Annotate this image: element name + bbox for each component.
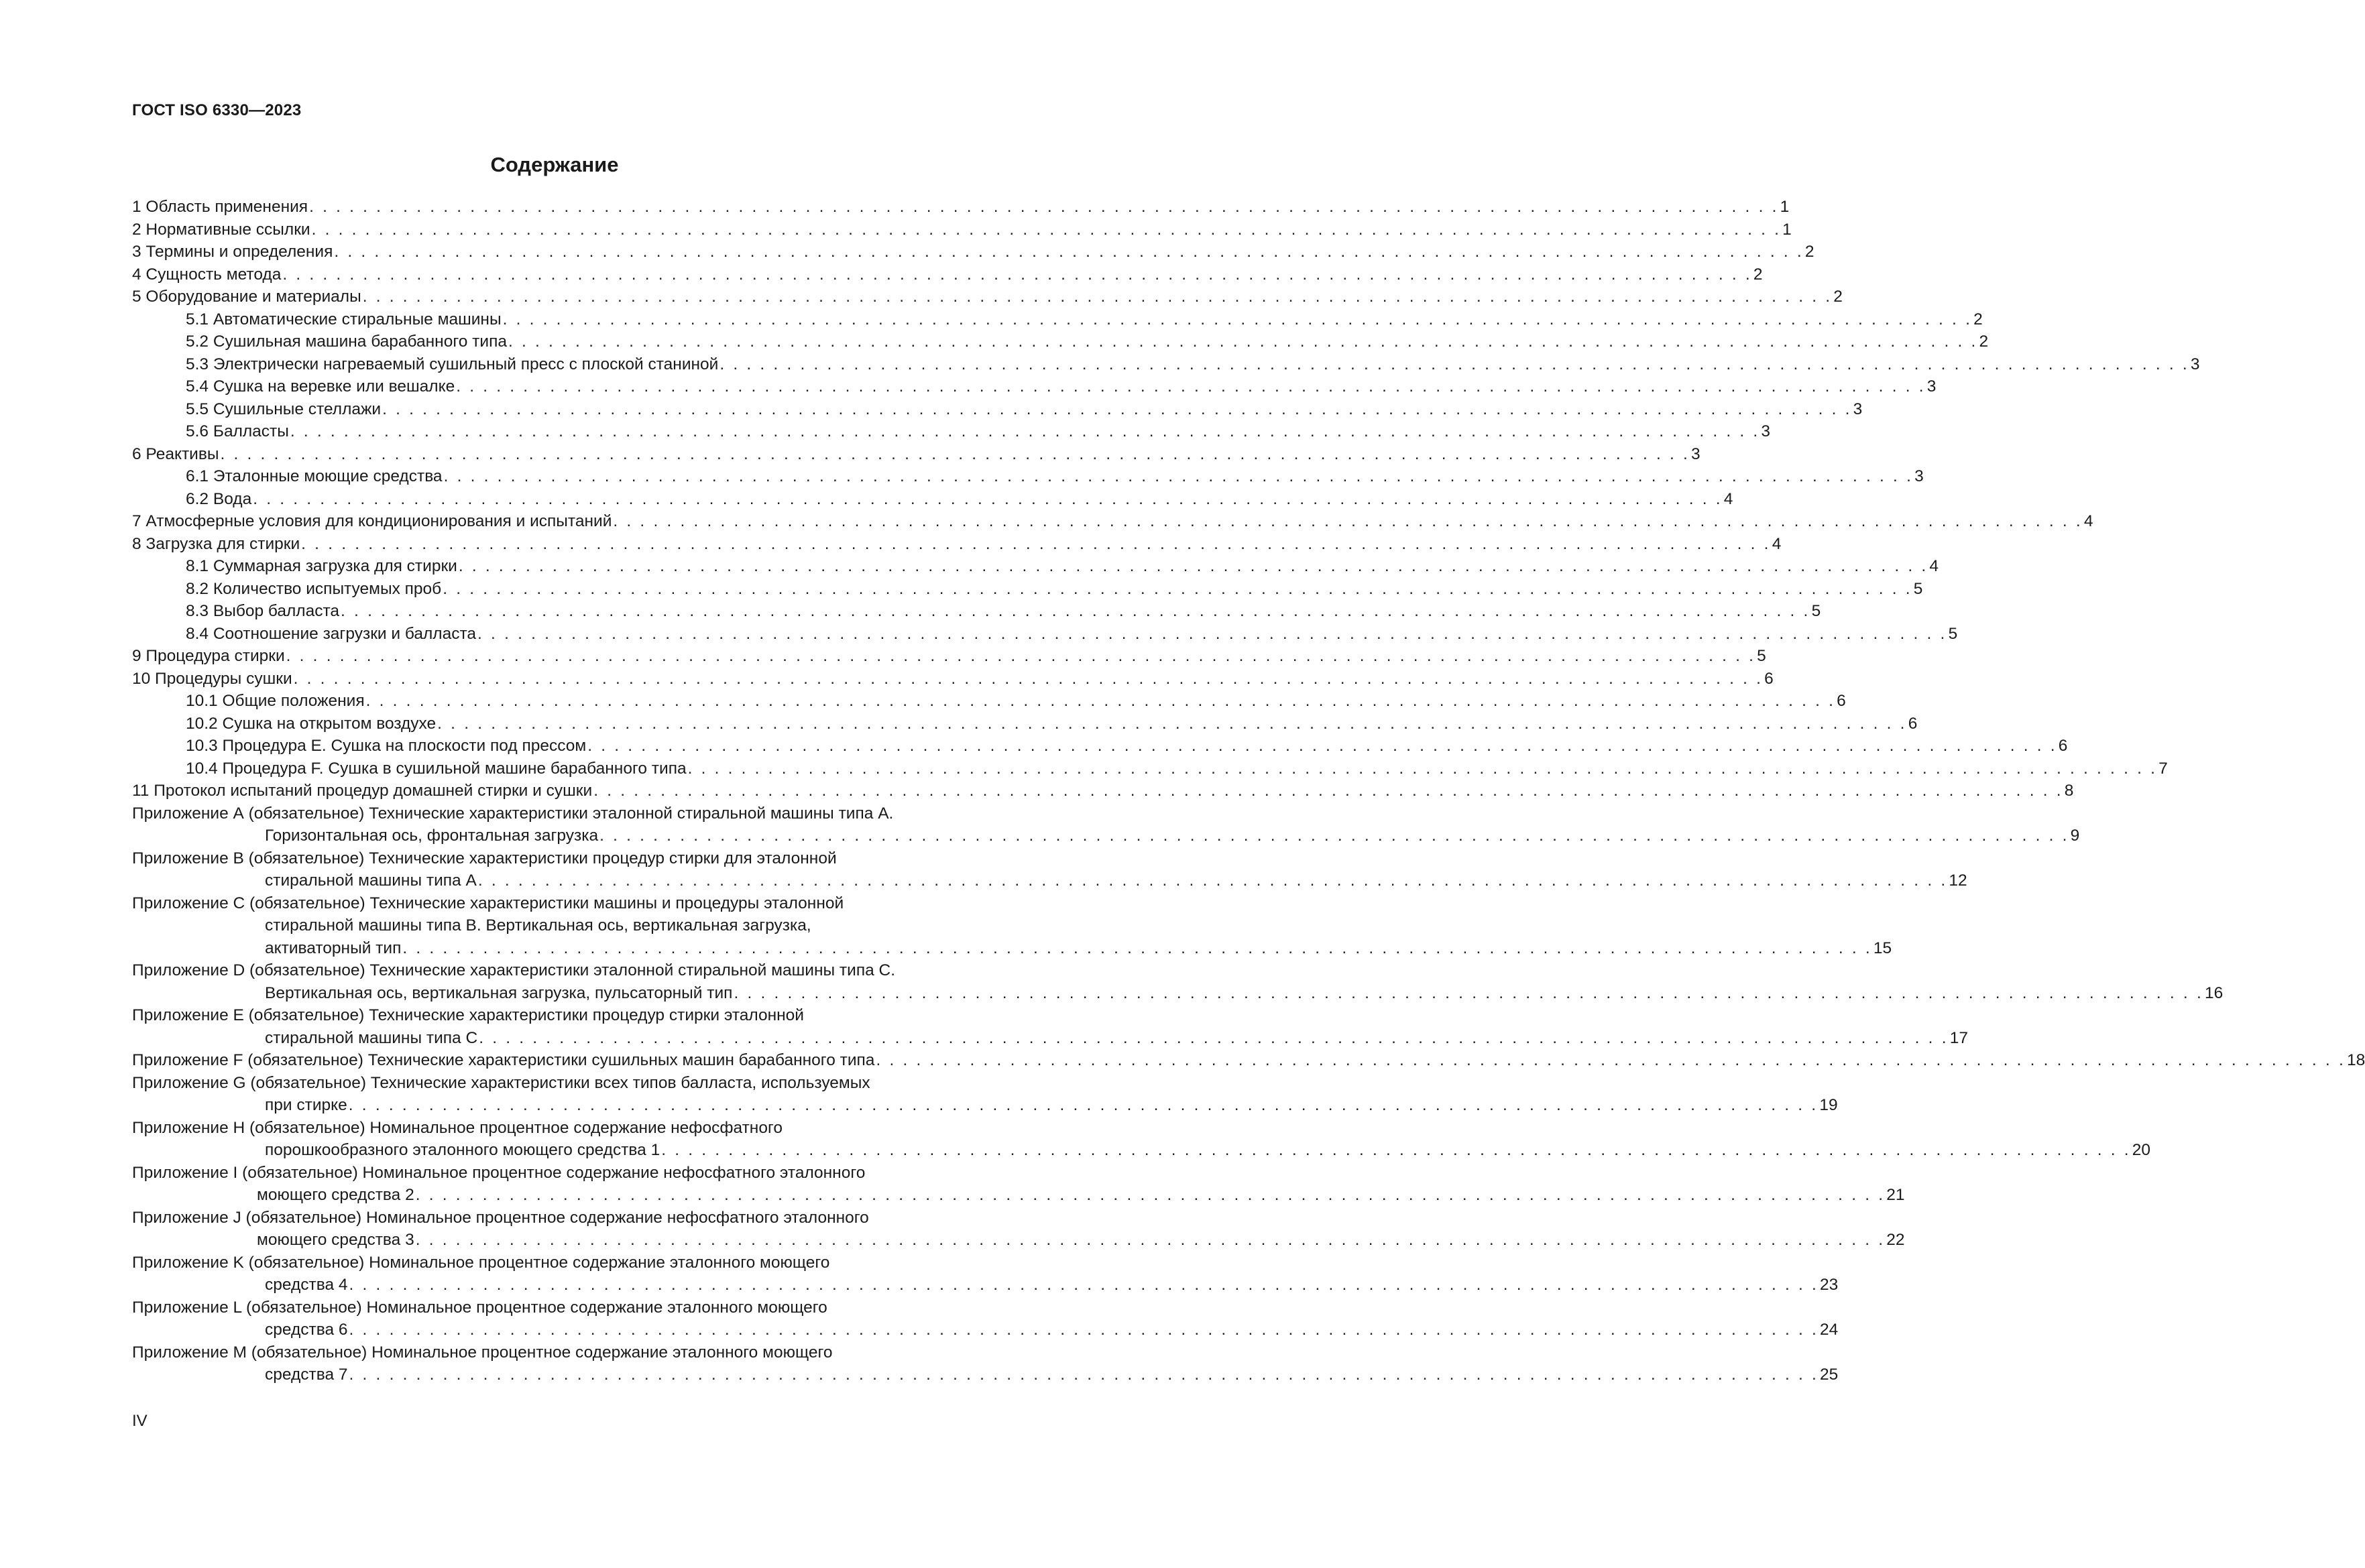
toc-page-number: 2 (1804, 243, 1814, 261)
toc-entry[interactable] (132, 286, 1843, 308)
toc-page-number: 16 (2204, 983, 2224, 1002)
leader-dots: . . . . . . . . . . . . . . . . . . . . . . . . . . . . . . . . . . . . . . . . . . . . . . . . . . . . . . . . . . . . . . . . . . . . . . . . . . . . . . . . . . . . . . . . . . . . . . . . . . . . . . . . . . . . . . (458, 557, 1928, 575)
toc-page-number: 23 (1820, 1276, 1839, 1294)
toc-entry[interactable] (132, 780, 2074, 802)
leader-dots: . . . . . . . . . . . . . . . . . . . . . . . . . . . . . . . . . . . . . . . . . . . . . . . . . . . . . . . . . . . . . . . . . . . . . . . . . . . . . . . . . . . . . . . . . . . . . . . . . . . . . . . . . . . . . . (349, 1366, 1819, 1384)
annex-last-line[interactable] (132, 869, 1967, 892)
leader-dots: . . . . . . . . . . . . . . . . . . . . . . . . . . . . . . . . . . . . . . . . . . . . . . . . . . . . . . . . . . . . . . . . . . . . . . . . . . . . . . . . . . . . . . . . . . . . . . . . . . . . . . . . . . . . . . (443, 579, 1912, 598)
leader-dots: . . . . . . . . . . . . . . . . . . . . . . . . . . . . . . . . . . . . . . . . . . . . . . . . . . . . . . . . . . . . . . . . . . . . . . . . . . . . . . . . . . . . . . . . . . . . . . . . . . . . . . . . . . . . . . (719, 355, 2189, 373)
leader-dots: . . . . . . . . . . . . . . . . . . . . . . . . . . . . . . . . . . . . . . . . . . . . . . . . . . . . . . . . . . . . . . . . . . . . . . . . . . . . . . . . . . . . . . . . . . . . . . . . . . . . . . . . . . . . . . (309, 198, 1779, 216)
table-of-contents (132, 196, 2365, 1386)
toc-page-number: 2 (1973, 310, 1983, 328)
annex-last-line[interactable] (132, 982, 2224, 1005)
toc-entry-title: 5.2 Сушильная машина барабанного типа (186, 333, 507, 351)
toc-entry[interactable] (132, 241, 1814, 263)
annex-title-line: Приложение G (обязательное) Технические характеристики всех типов балласта, используемых (132, 1073, 870, 1092)
toc-entry-title: 5.5 Сушильные стеллажи (186, 400, 382, 418)
annex-last-line[interactable] (132, 825, 2080, 847)
toc-entry[interactable] (132, 623, 1958, 646)
leader-dots: . . . . . . . . . . . . . . . . . . . . . . . . . . . . . . . . . . . . . . . . . . . . . . . . . . . . . . . . . . . . . . . . . . . . . . . . . . . . . . . . . . . . . . . . . . . . . . . . . . . . . . . . . . . . . . (341, 602, 1810, 620)
annex-title-line: стиральной машины типа В. Вертикальная ось, вертикальная загрузка, (265, 916, 811, 934)
toc-page-number: 3 (1853, 400, 1863, 418)
toc-page-number: 1 (1782, 220, 1792, 239)
leader-dots: . . . . . . . . . . . . . . . . . . . . . . . . . . . . . . . . . . . . . . . . . . . . . . . . . . . . . . . . . . . . . . . . . . . . . . . . . . . . . . . . . . . . . . . . . . . . . . . . . . . . . . . . . . . . . . (362, 288, 1833, 306)
annex-title-line: Приложение А (обязательное) Технические характеристики эталонной стиральной машины типа А. (132, 804, 894, 823)
toc-page-number: 8 (2064, 782, 2074, 800)
leader-dots: . . . . . . . . . . . . . . . . . . . . . . . . . . . . . . . . . . . . . . . . . . . . . . . . . . . . . . . . . . . . . . . . . . . . . . . . . . . . . . . . . . . . . . . . . . . . . . . . . . . . . . . . . . . . . . (587, 737, 2057, 755)
leader-dots: . . . . . . . . . . . . . . . . . . . . . . . . . . . . . . . . . . . . . . . . . . . . . . . . . . . . . . . . . . . . . . . . . . . . . . . . . . . . . . . . . . . . . . . . . . . . . . . . . . . . . . . . . . . . . . (437, 714, 1907, 733)
leader-dots: . . . . . . . . . . . . . . . . . . . . . . . . . . . . . . . . . . . . . . . . . . . . . . . . . . . . . . . . . . . . . . . . . . . . . . . . . . . . . . . . . . . . . . . . . . . . . . . . . . . . . . . . . . . . . . (220, 444, 1690, 463)
toc-page-number: 5 (1811, 602, 1821, 620)
toc-entry-title: Приложение F (обязательное) Технические характеристики сушильных машин барабанного типа (132, 1051, 875, 1069)
leader-dots: . . . . . . . . . . . . . . . . . . . . . . . . . . . . . . . . . . . . . . . . . . . . . . . . . . . . . . . . . . . . . . . . . . . . . . . . . . . . . . . . . . . . . . . . . . . . . . . . . . . . . . . . . . . . . . (415, 1231, 1886, 1249)
leader-dots: . . . . . . . . . . . . . . . . . . . . . . . . . . . . . . . . . . . . . . . . . . . . . . . . . . . . . . . . . . . . . . . . . . . . . . . . . . . . . . . . . . . . . . . . . . . . . . . . . . . . . . . . . . . . . . (301, 534, 1771, 553)
toc-entry-title: 5.3 Электрически нагреваемый сушильный пресс с плоской станиной (186, 355, 719, 373)
toc-page-number: 18 (2346, 1051, 2365, 1069)
leader-dots: . . . . . . . . . . . . . . . . . . . . . . . . . . . . . . . . . . . . . . . . . . . . . . . . . . . . . . . . . . . . . . . . . . . . . . . . . . . . . . . . . . . . . . . . . . . . . . . . . . . . . . . . . . . . . . (477, 624, 1947, 643)
annex-entry[interactable] (132, 802, 2080, 847)
leader-dots: . . . . . . . . . . . . . . . . . . . . . . . . . . . . . . . . . . . . . . . . . . . . . . . . . . . . . . . . . . . . . . . . . . . . . . . . . . . . . . . . . . . . . . . . . . . . . . . . . . . . . . . . . . . . . . (293, 669, 1764, 688)
toc-page-number: 3 (1914, 467, 1924, 485)
toc-page-number: 5 (1757, 647, 1766, 665)
toc-entry-title: средства 4 (265, 1276, 348, 1294)
leader-dots: . . . . . . . . . . . . . . . . . . . . . . . . . . . . . . . . . . . . . . . . . . . . . . . . . . . . . . . . . . . . . . . . . . . . . . . . . . . . . . . . . . . . . . . . . . . . . . . . . . . . . . . . . . . . . . (661, 1141, 2131, 1159)
toc-page-number: 9 (2070, 827, 2080, 845)
page-number: IV (132, 1412, 148, 1430)
toc-entry-title: 6.2 Вода (186, 489, 252, 508)
annex-title-line: Приложение E (обязательное) Технические характеристики процедур стирки эталонной (132, 1006, 804, 1024)
annex-title-line: Приложение В (обязательное) Технические характеристики процедур стирки для эталонной (132, 849, 837, 867)
leader-dots: . . . . . . . . . . . . . . . . . . . . . . . . . . . . . . . . . . . . . . . . . . . . . . . . . . . . . . . . . . . . . . . . . . . . . . . . . . . . . . . . . . . . . . . . . . . . . . . . . . . . . . . . . . . . . . (349, 1321, 1819, 1339)
leader-dots: . . . . . . . . . . . . . . . . . . . . . . . . . . . . . . . . . . . . . . . . . . . . . . . . . . . . . . . . . . . . . . . . . . . . . . . . . . . . . . . . . . . . . . . . . . . . . . . . . . . . . . . . . . . . . . (456, 377, 1926, 396)
toc-entry-title: порошкообразного эталонного моющего средства 1 (265, 1141, 660, 1159)
leader-dots: . . . . . . . . . . . . . . . . . . . . . . . . . . . . . . . . . . . . . . . . . . . . . . . . . . . . . . . . . . . . . . . . . . . . . . . . . . . . . . . . . . . . . . . . . . . . . . . . . . . . . . . . . . . . . . (286, 647, 1756, 665)
toc-entry-title: моющего средства 3 (257, 1231, 414, 1249)
leader-dots: . . . . . . . . . . . . . . . . . . . . . . . . . . . . . . . . . . . . . . . . . . . . . . . . . . . . . . . . . . . . . . . . . . . . . . . . . . . . . . . . . . . . . . . . . . . . . . . . . . . . . . . . . . . . . . (348, 1096, 1819, 1114)
toc-entry[interactable] (132, 578, 1923, 601)
toc-entry-title: Горизонтальная ось, фронтальная загрузка (265, 827, 599, 845)
toc-page-number: 3 (2190, 355, 2200, 373)
leader-dots: . . . . . . . . . . . . . . . . . . . . . . . . . . . . . . . . . . . . . . . . . . . . . . . . . . . . . . . . . . . . . . . . . . . . . . . . . . . . . . . . . . . . . . . . . . . . . . . . . . . . . . . . . . . . . . (349, 1276, 1819, 1294)
toc-page-number: 19 (1819, 1096, 1838, 1114)
leader-dots: . . . . . . . . . . . . . . . . . . . . . . . . . . . . . . . . . . . . . . . . . . . . . . . . . . . . . . . . . . . . . . . . . . . . . . . . . . . . . . . . . . . . . . . . . . . . . . . . . . . . . . . . . . . . . . (599, 827, 2069, 845)
toc-entry[interactable] (132, 465, 1924, 488)
toc-page-number: 22 (1886, 1231, 1905, 1249)
toc-entry-title: 6 Реактивы (132, 444, 219, 463)
toc-page-number: 6 (1764, 669, 1774, 688)
leader-dots: . . . . . . . . . . . . . . . . . . . . . . . . . . . . . . . . . . . . . . . . . . . . . . . . . . . . . . . . . . . . . . . . . . . . . . . . . . . . . . . . . . . . . . . . . . . . . . . . . . . . . . . . . . . . . . (593, 782, 2063, 800)
toc-entry-title: 8.1 Суммарная загрузка для стирки (186, 557, 457, 575)
toc-entry-title: 4 Сущность метода (132, 265, 282, 284)
annex-entry[interactable] (132, 1296, 1839, 1341)
toc-entry[interactable] (132, 645, 1766, 668)
toc-entry[interactable] (132, 600, 1821, 623)
toc-entry-title: 6.1 Эталонные моющие средства (186, 467, 443, 485)
toc-page-number: 24 (1820, 1321, 1839, 1339)
toc-page-number: 25 (1820, 1366, 1839, 1384)
toc-page-number: 4 (2083, 512, 2093, 530)
leader-dots: . . . . . . . . . . . . . . . . . . . . . . . . . . . . . . . . . . . . . . . . . . . . . . . . . . . . . . . . . . . . . . . . . . . . . . . . . . . . . . . . . . . . . . . . . . . . . . . . . . . . . . . . . . . . . . (479, 1028, 1949, 1047)
annex-title-line: Приложение L (обязательное) Номинальное процентное содержание эталонного моющего (132, 1298, 827, 1317)
toc-entry[interactable] (132, 555, 1939, 578)
leader-dots: . . . . . . . . . . . . . . . . . . . . . . . . . . . . . . . . . . . . . . . . . . . . . . . . . . . . . . . . . . . . . . . . . . . . . . . . . . . . . . . . . . . . . . . . . . . . . . . . . . . . . . . . . . . . . . (290, 422, 1760, 440)
annex-last-line[interactable] (132, 1274, 1839, 1296)
annex-title-line: Приложение K (обязательное) Номинальное процентное содержание эталонного моющего (132, 1253, 830, 1272)
toc-entry-title: 7 Атмосферные условия для кондиционирования и испытаний (132, 512, 612, 530)
toc-page-number: 4 (1772, 534, 1782, 553)
toc-entry[interactable] (132, 330, 1989, 353)
toc-entry-title: стиральной машины типа С (265, 1028, 478, 1047)
annex-last-line[interactable] (132, 1184, 1905, 1207)
leader-dots: . . . . . . . . . . . . . . . . . . . . . . . . . . . . . . . . . . . . . . . . . . . . . . . . . . . . . . . . . . . . . . . . . . . . . . . . . . . . . . . . . . . . . . . . . . . . . . . . . . . . . . . . . . . . . . (311, 220, 1782, 239)
annex-entry[interactable] (132, 1117, 2151, 1162)
toc-entry-title: 5.4 Сушка на веревке или вешалке (186, 377, 455, 396)
toc-entry[interactable] (132, 735, 2068, 758)
toc-entry-title: Вертикальная ось, вертикальная загрузка, пульсаторный тип (265, 983, 733, 1002)
leader-dots: . . . . . . . . . . . . . . . . . . . . . . . . . . . . . . . . . . . . . . . . . . . . . . . . . . . . . . . . . . . . . . . . . . . . . . . . . . . . . . . . . . . . . . . . . . . . . . . . . . . . . . . . . . . . . . (613, 512, 2083, 530)
annex-title-line: Приложение I (обязательное) Номинальное процентное содержание нефосфатного эталонного (132, 1163, 866, 1182)
toc-entry[interactable] (132, 443, 1700, 466)
leader-dots: . . . . . . . . . . . . . . . . . . . . . . . . . . . . . . . . . . . . . . . . . . . . . . . . . . . . . . . . . . . . . . . . . . . . . . . . . . . . . . . . . . . . . . . . . . . . . . . . . . . . . . . . . . . . . . (382, 400, 1852, 418)
annex-last-line[interactable] (132, 937, 1892, 960)
toc-entry-title: 10.4 Процедура F. Сушка в сушильной машине барабанного типа (186, 759, 687, 778)
toc-page-number: 4 (1723, 489, 1733, 508)
contents-title: Содержание (490, 153, 619, 176)
annex-title-line: Приложение M (обязательное) Номинальное процентное содержание эталонного моющего (132, 1343, 833, 1362)
toc-entry-title: 8 Загрузка для стирки (132, 534, 300, 553)
leader-dots: . . . . . . . . . . . . . . . . . . . . . . . . . . . . . . . . . . . . . . . . . . . . . . . . . . . . . . . . . . . . . . . . . . . . . . . . . . . . . . . . . . . . . . . . . . . . . . . . . . . . . . . . . . . . . . (253, 489, 1723, 508)
leader-dots: . . . . . . . . . . . . . . . . . . . . . . . . . . . . . . . . . . . . . . . . . . . . . . . . . . . . . . . . . . . . . . . . . . . . . . . . . . . . . . . . . . . . . . . . . . . . . . . . . . . . . . . . . . . . . . (415, 1186, 1886, 1204)
annex-entry[interactable] (132, 959, 2224, 1004)
toc-entry[interactable] (132, 353, 2200, 376)
leader-dots: . . . . . . . . . . . . . . . . . . . . . . . . . . . . . . . . . . . . . . . . . . . . . . . . . . . . . . . . . . . . . . . . . . . . . . . . . . . . . . . . . . . . . . . . . . . . . . . . . . . . . . . . . . . . . . (502, 310, 1973, 328)
toc-entry[interactable] (132, 713, 1918, 735)
toc-entry[interactable] (132, 308, 1983, 331)
toc-page-number: 15 (1873, 939, 1892, 957)
toc-entry-title: 2 Нормативные ссылки (132, 220, 310, 239)
toc-entry-title: активаторный тип (265, 939, 402, 957)
toc-entry-title: моющего средства 2 (257, 1186, 414, 1204)
leader-dots: . . . . . . . . . . . . . . . . . . . . . . . . . . . . . . . . . . . . . . . . . . . . . . . . . . . . . . . . . . . . . . . . . . . . . . . . . . . . . . . . . . . . . . . . . . . . . . . . . . . . . . . . . . . . . . (477, 871, 1948, 890)
leader-dots: . . . . . . . . . . . . . . . . . . . . . . . . . . . . . . . . . . . . . . . . . . . . . . . . . . . . . . . . . . . . . . . . . . . . . . . . . . . . . . . . . . . . . . . . . . . . . . . . . . . . . . . . . . . . . . (876, 1051, 2346, 1069)
toc-entry-title: 8.4 Соотношение загрузки и балласта (186, 624, 477, 643)
toc-entry-title: 1 Область применения (132, 198, 308, 216)
leader-dots: . . . . . . . . . . . . . . . . . . . . . . . . . . . . . . . . . . . . . . . . . . . . . . . . . . . . . . . . . . . . . . . . . . . . . . . . . . . . . . . . . . . . . . . . . . . . . . . . . . . . . . . . . . . . . . (443, 467, 1914, 485)
toc-entry[interactable] (132, 263, 1763, 286)
leader-dots: . . . . . . . . . . . . . . . . . . . . . . . . . . . . . . . . . . . . . . . . . . . . . . . . . . . . . . . . . . . . . . . . . . . . . . . . . . . . . . . . . . . . . . . . . . . . . . . . . . . . . . . . . . . . . . (334, 243, 1804, 261)
toc-entry[interactable] (132, 690, 1846, 713)
toc-entry-title: 11 Протокол испытаний процедур домашней стирки и сушки (132, 782, 593, 800)
toc-entry[interactable] (132, 510, 2093, 533)
leader-dots: . . . . . . . . . . . . . . . . . . . . . . . . . . . . . . . . . . . . . . . . . . . . . . . . . . . . . . . . . . . . . . . . . . . . . . . . . . . . . . . . . . . . . . . . . . . . . . . . . . . . . . . . . . . . . . (687, 759, 2158, 778)
annex-last-line[interactable] (132, 1229, 1905, 1252)
annex-title-line: Приложение С (обязательное) Технические характеристики машины и процедуры эталонной (132, 894, 844, 912)
toc-page-number: 6 (1908, 714, 1918, 733)
leader-dots: . . . . . . . . . . . . . . . . . . . . . . . . . . . . . . . . . . . . . . . . . . . . . . . . . . . . . . . . . . . . . . . . . . . . . . . . . . . . . . . . . . . . . . . . . . . . . . . . . . . . . . . . . . . . . . (508, 333, 1978, 351)
toc-page-number: 3 (1761, 422, 1771, 440)
toc-entry-title: 5 Оборудование и материалы (132, 288, 361, 306)
toc-entry[interactable] (132, 420, 1771, 443)
leader-dots: . . . . . . . . . . . . . . . . . . . . . . . . . . . . . . . . . . . . . . . . . . . . . . . . . . . . . . . . . . . . . . . . . . . . . . . . . . . . . . . . . . . . . . . . . . . . . . . . . . . . . . . . . . . . . . (365, 692, 1836, 710)
toc-page-number: 12 (1949, 871, 1967, 890)
toc-entry-title: стиральной машины типа А (265, 871, 477, 890)
toc-entry[interactable] (132, 219, 1792, 241)
toc-page-number: 2 (1753, 265, 1763, 284)
annex-entry[interactable] (132, 1252, 1839, 1296)
leader-dots: . . . . . . . . . . . . . . . . . . . . . . . . . . . . . . . . . . . . . . . . . . . . . . . . . . . . . . . . . . . . . . . . . . . . . . . . . . . . . . . . . . . . . . . . . . . . . . . . . . . . . . . . . . . . . . (734, 983, 2203, 1002)
toc-entry-title: 3 Термины и определения (132, 243, 333, 261)
toc-entry-title: 8.3 Выбор балласта (186, 602, 340, 620)
annex-entry[interactable] (132, 1004, 1968, 1049)
toc-entry[interactable] (132, 758, 2168, 780)
toc-page-number: 7 (2158, 759, 2168, 778)
annex-entry[interactable] (132, 1162, 1905, 1207)
annex-title-line: Приложение H (обязательное) Номинальное процентное содержание нефосфатного (132, 1118, 783, 1137)
toc-page-number: 20 (2132, 1141, 2151, 1159)
toc-entry-title: 10 Процедуры сушки (132, 669, 292, 688)
toc-entry-title: 9 Процедура стирки (132, 647, 285, 665)
annex-entry[interactable] (132, 847, 1967, 892)
toc-page-number: 5 (1948, 624, 1958, 643)
toc-entry[interactable] (132, 398, 1863, 421)
annex-entry[interactable] (132, 1207, 1905, 1252)
toc-page-number: 1 (1780, 198, 1790, 216)
toc-entry[interactable] (132, 196, 1790, 219)
toc-entry-title: 10.1 Общие положения (186, 692, 365, 710)
toc-entry-title: 5.1 Автоматические стиральные машины (186, 310, 502, 328)
toc-entry[interactable] (132, 488, 1733, 511)
annex-last-line[interactable] (132, 1319, 1839, 1341)
toc-entry-title: средства 6 (265, 1321, 348, 1339)
toc-page-number: 6 (1837, 692, 1846, 710)
annex-entry[interactable] (132, 892, 1892, 960)
toc-page-number: 5 (1913, 579, 1923, 598)
toc-entry-title: при стирке (265, 1096, 347, 1114)
toc-page-number: 17 (1949, 1028, 1968, 1047)
toc-entry-title: 10.2 Сушка на открытом воздухе (186, 714, 437, 733)
annex-last-line[interactable] (132, 1364, 1839, 1386)
toc-entry-title: 10.3 Процедура E. Сушка на плоскости под прессом (186, 737, 587, 755)
annex-entry[interactable] (132, 1072, 1838, 1117)
annex-last-line[interactable] (132, 1027, 1968, 1050)
toc-page-number: 2 (1979, 333, 1989, 351)
toc-page-number: 3 (1926, 377, 1937, 396)
toc-page-number: 3 (1691, 444, 1700, 463)
toc-entry-title: 5.6 Балласты (186, 422, 289, 440)
toc-entry[interactable] (132, 375, 1937, 398)
toc-page-number: 4 (1929, 557, 1939, 575)
toc-entry-title: 8.2 Количество испытуемых проб (186, 579, 442, 598)
annex-title-line: Приложение D (обязательное) Технические характеристики эталонной стиральной машины типа С. (132, 961, 896, 979)
annex-entry[interactable] (132, 1341, 1839, 1386)
leader-dots: . . . . . . . . . . . . . . . . . . . . . . . . . . . . . . . . . . . . . . . . . . . . . . . . . . . . . . . . . . . . . . . . . . . . . . . . . . . . . . . . . . . . . . . . . . . . . . . . . . . . . . . . . . . . . . (402, 939, 1872, 957)
toc-entry[interactable] (132, 533, 1782, 556)
toc-page-number: 21 (1886, 1186, 1905, 1204)
document-code: ГОСТ ISO 6330—2023 (132, 101, 302, 119)
leader-dots: . . . . . . . . . . . . . . . . . . . . . . . . . . . . . . . . . . . . . . . . . . . . . . . . . . . . . . . . . . . . . . . . . . . . . . . . . . . . . . . . . . . . . . . . . . . . . . . . . . . . . . . . . . . . . . (282, 265, 1752, 284)
toc-entry-title: средства 7 (265, 1366, 348, 1384)
annex-entry[interactable] (132, 1049, 2365, 1072)
annex-last-line[interactable] (132, 1094, 1838, 1117)
annex-title-line: Приложение J (обязательное) Номинальное процентное содержание нефосфатного эталонного (132, 1208, 869, 1227)
annex-last-line[interactable] (132, 1139, 2151, 1162)
toc-page-number: 6 (2058, 737, 2068, 755)
toc-page-number: 2 (1833, 288, 1843, 306)
toc-entry[interactable] (132, 668, 1774, 690)
